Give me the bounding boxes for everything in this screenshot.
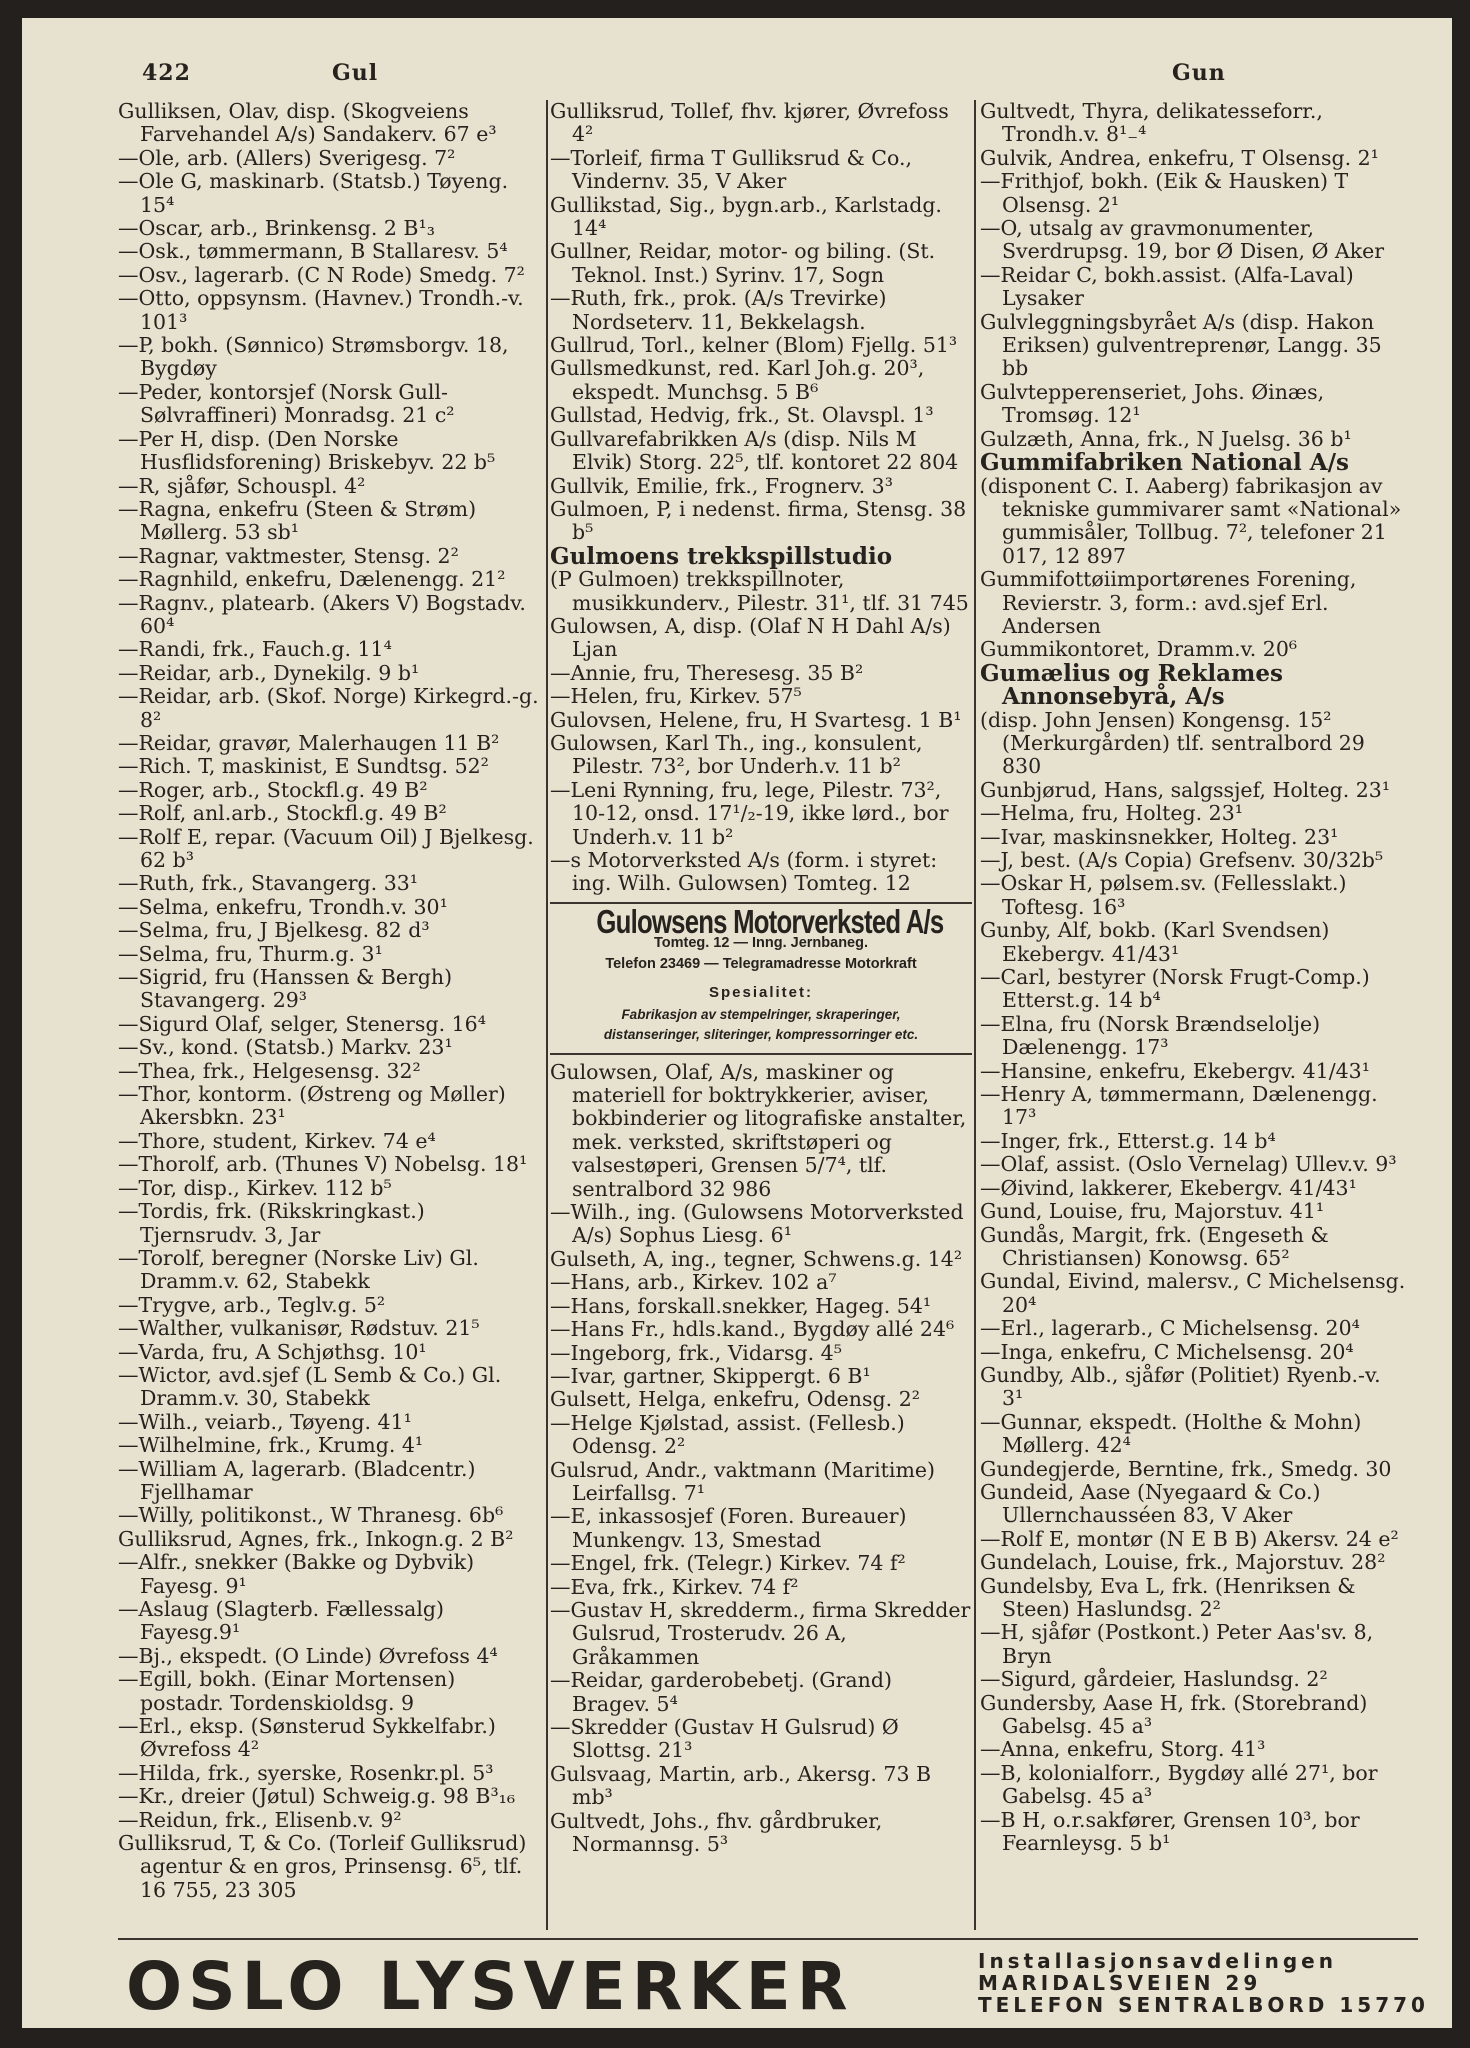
directory-entry: —Erl., lagerarb., C Michelsensg. 20⁴ — [980, 1316, 1360, 1341]
directory-entry: —Helge Kjølstad, assist. (Fellesb.) Odensg. 2² — [550, 1410, 905, 1459]
directory-entry: —Trygve, arb., Teglv.g. 5² — [118, 1292, 386, 1317]
directory-entry: —William A, lagerarb. (Bladcentr.) Fjellhamar — [118, 1456, 476, 1504]
directory-entry: —Randi, frk., Fauch.g. 11⁴ — [118, 637, 392, 662]
directory-entry: —Helen, fru, Kirkev. 57⁵ — [550, 684, 802, 709]
directory-entry: —Rolf E, montør (N E B B) Akersv. 24 e² — [980, 1526, 1399, 1551]
ad-products-1: Fabrikasjon av stempelringer, skraperinger, — [621, 1006, 901, 1022]
directory-entry: —Selma, fru, Thurm.g. 3¹ — [118, 941, 383, 966]
directory-entry: —Inga, enkefru, C Michelsensg. 20⁴ — [980, 1339, 1354, 1364]
directory-entry: Gundås, Margit, frk. (Engeseth & Christiansen) Konowsg. 65² — [980, 1222, 1329, 1270]
directory-entry: Gulvtepperenseriet, Johs. Øinæs, Tromsøg. 12¹ — [980, 379, 1325, 428]
directory-entry: (P Gulmoen) trekkspillnoter, musikkunderv., Pilestr. 31¹, tlf. 31 745 — [550, 567, 969, 615]
directory-entry: —Hans Fr., hdls.kand., Bygdøy allé 24⁶ — [550, 1317, 955, 1342]
directory-entry: —Otto, oppsynsm. (Havnev.) Trondh.-v. 101³ — [118, 286, 524, 334]
directory-entry: —Egill, bokh. (Einar Mortensen) postadr. Tordenskioldsg. 9 — [118, 1667, 456, 1715]
directory-entry: —Reidar C, bokh.assist. (Alfa-Laval) Lysaker — [980, 262, 1354, 311]
directory-entry: —Willy, politikonst., W Thranesg. 6b⁶ — [118, 1503, 504, 1528]
directory-entry: —Selma, enkefru, Trondh.v. 30¹ — [118, 894, 448, 919]
running-head-right: Gun — [1172, 60, 1226, 86]
directory-page — [22, 18, 1452, 2028]
column-divider — [546, 100, 548, 1930]
directory-entry: Gulvleggningsbyrået A/s (disp. Hakon Eriksen) gulventreprenør, Langg. 35 bb — [980, 309, 1382, 381]
directory-entry: —Roger, arb., Stockfl.g. 49 B² — [118, 777, 428, 802]
directory-entry: —Ruth, frk., prok. (A/s Trevirke) Nordseterv. 11, Bekkelagsh. — [550, 286, 887, 334]
ad-phone: Telefon 23469 — Telegramadresse Motorkraft — [605, 956, 917, 973]
directory-entry: —s Motorverksted A/s (form. i styret: ing. Wilh. Gulowsen) Tomteg. 12 — [550, 848, 938, 896]
directory-entry: —Hans, arb., Kirkev. 102 a⁷ — [550, 1270, 837, 1295]
directory-entry: —Skredder (Gustav H Gulsrud) Ø Slottsg. 21³ — [550, 1715, 899, 1763]
directory-entry: —Bj., ekspedt. (O Linde) Øvrefoss 4⁴ — [118, 1643, 498, 1668]
directory-entry: Gulzæth, Anna, frk., N Juelsg. 36 b¹ — [980, 426, 1352, 451]
directory-entry: —Helma, fru, Holteg. 23¹ — [980, 801, 1243, 826]
directory-entry: —Osk., tømmermann, B Stallaresv. 5⁴ — [118, 239, 508, 264]
directory-entry: —Ragnhild, enkefru, Dælenengg. 21² — [118, 567, 506, 592]
footer-phone: TELEFON SENTRALBORD 15770 — [978, 1993, 1429, 2017]
directory-entry: —Tordis, frk. (Rikskringkast.) Tjernsrudv. 3, Jar — [118, 1199, 425, 1247]
directory-entry: Gullvarefabrikken A/s (disp. Nils M Elvik) Storg. 22⁵, tlf. kontoret 22 804 — [550, 426, 959, 475]
directory-entry: —Walther, vulkanisør, Rødstuv. 21⁵ — [118, 1316, 480, 1341]
directory-entry: —Carl, bestyrer (Norsk Frugt-Comp.) Etterst.g. 14 b⁴ — [980, 965, 1370, 1013]
directory-entry: —E, inkassosjef (Foren. Bureauer) Munkengv. 13, Smestad — [550, 1504, 907, 1552]
directory-entry: Gummifabriken National A/s — [980, 449, 1349, 477]
directory-entry: —Tor, disp., Kirkev. 112 b⁵ — [118, 1175, 392, 1200]
directory-entry: —Elna, fru (Norsk Brændselolje) Dælenengg. 17³ — [980, 1011, 1321, 1060]
directory-entry: Gulvik, Andrea, enkefru, T Olsensg. 2¹ — [980, 145, 1379, 170]
directory-entry: Gullner, Reidar, motor- og biling. (St. Teknol. Inst.) Syrinv. 17, Sogn — [550, 239, 936, 287]
directory-entry: —Ivar, maskinsnekker, Holteg. 23¹ — [980, 824, 1339, 849]
directory-entry: —B H, o.r.sakfører, Grensen 10³, bor Fearnleysg. 5 b¹ — [980, 1807, 1360, 1856]
directory-entry: —Henry A, tømmermann, Dælenengg. 17³ — [980, 1082, 1378, 1130]
directory-entry: —Reidar, arb., Dynekilg. 9 b¹ — [118, 660, 420, 685]
directory-entry: Gullikstad, Sig., bygn.arb., Karlstadg. 14⁴ — [550, 192, 942, 241]
directory-entry: Gummifottøiimportørenes Forening, Revierstr. 3, form.: avd.sjef Erl. Andersen — [980, 567, 1357, 638]
directory-entry: —O, utsalg av gravmonumenter, Sverdrupsg. 19, bor Ø Disen, Ø Aker — [980, 216, 1385, 264]
running-head-left: Gul — [332, 60, 379, 86]
directory-entry: —Gustav H, skredderm., firma Skredder Gulsrud, Trosterudv. 26 A, Gråkammen — [550, 1597, 971, 1669]
directory-entry: —Kr., dreier (Jøtul) Schweig.g. 98 B³₁₆ — [118, 1784, 516, 1809]
directory-entry: —Annie, fru, Theresesg. 35 B² — [550, 660, 864, 685]
directory-entry: —Reidar, garderobebetj. (Grand) Bragev. 5⁴ — [550, 1668, 892, 1716]
directory-entry: Gundelach, Louise, frk., Majorstuv. 28² — [980, 1550, 1386, 1575]
footer-street: MARIDALSVEIEN 29 — [978, 1971, 1262, 1995]
directory-entry: —Ruth, frk., Stavangerg. 33¹ — [118, 871, 418, 896]
directory-entry: —P, bokh. (Sønnico) Strømsborgv. 18, Bygdøy — [118, 333, 509, 381]
ad-title: Gulowsens Motorverksted A/s — [596, 902, 944, 940]
directory-entry: —Wilh., veiarb., Tøyeng. 41¹ — [118, 1409, 412, 1434]
column-1 — [118, 100, 544, 1902]
directory-entry: —Ragnv., platearb. (Akers V) Bogstadv. 60⁴ — [118, 590, 526, 638]
directory-entry: —Aslaug (Slagterb. Fællessalg) Fayesg.9¹ — [118, 1597, 444, 1645]
directory-entry: Gulsett, Helga, enkefru, Odensg. 2² — [550, 1387, 920, 1412]
directory-entry: —Peder, kontorsjef (Norsk Gull-Sølvraffineri) Monradsg. 21 c² — [118, 379, 455, 428]
directory-entry: —Osv., lagerarb. (C N Rode) Smedg. 7² — [118, 262, 525, 287]
ad-address: Tomteg. 12 — Inng. Jernbaneg. — [653, 935, 869, 952]
directory-entry: Gullsmedkunst, red. Karl Joh.g. 20³, ekspedt. Munchsg. 5 B⁶ — [550, 356, 925, 404]
page-number: 422 — [142, 60, 191, 86]
directory-entry: Gundelsby, Eva L, frk. (Henriksen & Steen) Haslundsg. 2² — [980, 1573, 1356, 1621]
directory-entry: —J, best. (A/s Copia) Grefsenv. 30/32b⁵ — [980, 848, 1384, 872]
directory-entry: —Gunnar, ekspedt. (Holthe & Mohn) Møllerg. 42⁴ — [980, 1409, 1362, 1458]
directory-entry: —Olaf, assist. (Oslo Vernelag) Ullev.v. 9³ — [980, 1152, 1397, 1177]
directory-entry: —Oscar, arb., Brinkensg. 2 B¹₃ — [118, 216, 435, 241]
footer-company-name: OSLO LYSVERKER — [126, 1948, 854, 2025]
directory-entry: Gunby, Alf, bokb. (Karl Svendsen) Ekebergv. 41/43¹ — [980, 918, 1330, 966]
directory-entry: Gulliksrud, T, & Co. (Torleif Gulliksrud) agentur & en gros, Prinsensg. 6⁵, tlf. 16 755, 23 305 — [118, 1831, 527, 1902]
directory-entry: Gummikontoret, Dramm.v. 20⁶ — [980, 637, 1298, 662]
directory-entry: —Øivind, lakkerer, Ekebergv. 41/43¹ — [980, 1175, 1357, 1200]
directory-entry: —Torleif, firma T Gulliksrud & Co., Vindernv. 35, V Aker — [550, 145, 912, 194]
directory-entry: —Engel, frk. (Telegr.) Kirkev. 74 f² — [550, 1551, 906, 1576]
directory-entry: —Ingeborg, frk., Vidarsg. 4⁵ — [550, 1340, 842, 1365]
directory-entry: Gulowsen, A, disp. (Olaf N H Dahl A/s) Ljan — [550, 613, 951, 662]
directory-entry: Gulsrud, Andr., vaktmann (Maritime) Leirfallsg. 7¹ — [550, 1457, 936, 1505]
directory-entry: —Selma, fru, J Bjelkesg. 82 d³ — [118, 918, 430, 943]
directory-entry: —Wilhelmine, frk., Krumg. 4¹ — [118, 1433, 424, 1458]
directory-entry: —Thor, kontorm. (Østreng og Møller) Akersbkn. 23¹ — [118, 1082, 506, 1130]
footer-advertisement — [118, 1938, 1429, 2025]
directory-entry: Gund, Louise, fru, Majorstuv. 41¹ — [980, 1199, 1325, 1224]
directory-entry: —Frithjof, bokh. (Eik & Hausken) T Olsensg. 2¹ — [980, 169, 1349, 217]
directory-entry: —Ragnar, vaktmester, Stensg. 2² — [118, 543, 459, 568]
directory-entry: —Rolf E, repar. (Vacuum Oil) J Bjelkesg. 62 b³ — [118, 824, 534, 872]
directory-entry: Gulowsen, Olaf, A/s, maskiner og materiell for boktrykkerier, aviser, bokbinderier og litografiske anstalter, mek. verksted, skriftstøperi og valsestøperi, Grensen 5/7⁴, tlf. sentralbord 32 986 — [550, 1059, 967, 1201]
directory-entry: —Ragna, enkefru (Steen & Strøm) Møllerg. 53 sb¹ — [118, 496, 477, 545]
directory-entry: (disponent C. I. Aaberg) fabrikasjon av tekniske gummivarer samt «National» gummisåler, Tollbug. 7², telefoner 21 017, 12 897 — [980, 473, 1402, 568]
directory-entry: —Sigrid, fru (Hanssen & Bergh) Stavangerg. 29³ — [118, 965, 453, 1013]
column-2-entries-top — [550, 100, 972, 896]
directory-entry: Gundby, Alb., sjåfør (Politiet) Ryenb.-v. 3¹ — [980, 1362, 1381, 1411]
directory-entry: Gunbjørud, Hans, salgssjef, Holteg. 23¹ — [980, 777, 1391, 802]
directory-entry: —Varda, fru, A Schjøthsg. 10¹ — [118, 1339, 427, 1364]
directory-entry: —Reidar, arb. (Skof. Norge) Kirkegrd.-g. 8² — [118, 684, 539, 732]
directory-entry: —Oskar H, pølsem.sv. (Fellesslakt.) Toftesg. 16³ — [980, 871, 1347, 919]
directory-entry: Gullrud, Torl., kelner (Blom) Fjellg. 51³ — [550, 333, 958, 358]
directory-entry: —Sigurd, gårdeier, Haslundsg. 2² — [980, 1667, 1328, 1692]
directory-entry: —Thore, student, Kirkev. 74 e⁴ — [118, 1128, 436, 1153]
directory-entry: Gundal, Eivind, malersv., C Michelsensg. 20⁴ — [980, 1269, 1406, 1317]
directory-entry: —B, kolonialforr., Bygdøy allé 27¹, bor Gabelsg. 45 a³ — [980, 1760, 1378, 1809]
directory-entry: (disp. John Jensen) Kongensg. 15² (Merkurgården) tlf. sentralbord 29 830 — [980, 707, 1365, 779]
directory-entry: —Alfr., snekker (Bakke og Dybvik) Fayesg. 9¹ — [118, 1550, 475, 1598]
directory-entry: Gultvedt, Johs., fhv. gårdbruker, Normannsg. 5³ — [550, 1808, 883, 1857]
motorverksted-advertisement — [550, 902, 972, 1055]
directory-entry: —Ivar, gartner, Skippergt. 6 B¹ — [550, 1363, 871, 1388]
directory-entry: Gulmoen, P, i nedenst. firma, Stensg. 38 b⁵ — [550, 496, 967, 545]
footer-address-block — [978, 1950, 1429, 2016]
directory-entry: Gulowsen, Karl Th., ing., konsulent, Pilestr. 73², bor Underh.v. 11 b² — [550, 730, 923, 779]
directory-entry: Gundegjerde, Berntine, frk., Smedg. 30 — [980, 1456, 1392, 1481]
column-divider — [974, 100, 976, 1930]
directory-entry: —Rolf, anl.arb., Stockfl.g. 49 B² — [118, 801, 447, 826]
ad-products-2: distanseringer, sliteringer, kompressorringer etc. — [603, 1026, 919, 1042]
directory-entry: —R, sjåfør, Schouspl. 4² — [118, 473, 366, 498]
directory-entry: —Eva, frk., Kirkev. 74 f² — [550, 1574, 799, 1599]
directory-entry: —Thorolf, arb. (Thunes V) Nobelsg. 18¹ — [118, 1152, 528, 1177]
directory-entry: —Rich. T, maskinist, E Sundtsg. 52² — [118, 754, 489, 779]
directory-entry: —Hilda, frk., syerske, Rosenkr.pl. 5³ — [118, 1760, 494, 1785]
directory-entry: —Per H, disp. (Den Norske Husflidsforening) Briskebyv. 22 b⁵ — [118, 426, 496, 475]
column-2-entries-bottom — [550, 1061, 972, 1857]
directory-entry: —Sigurd Olaf, selger, Stenersg. 16⁴ — [118, 1011, 486, 1036]
directory-entry: Gulsvaag, Martin, arb., Akersg. 73 B mb³ — [550, 1761, 932, 1810]
directory-entry: —Hans, forskall.snekker, Hageg. 54¹ — [550, 1293, 932, 1318]
directory-entry: —Reidun, frk., Elisenb.v. 9² — [118, 1807, 402, 1832]
directory-entry: Gundeid, Aase (Nyegaard & Co.) Ullernchausséen 83, V Aker — [980, 1479, 1321, 1528]
directory-entry: Gumælius og Reklames Annonsebyrå, A/s — [980, 659, 1283, 711]
directory-entry: —Sv., kond. (Statsb.) Markv. 23¹ — [118, 1035, 453, 1060]
directory-entry: Gundersby, Aase H, frk. (Storebrand) Gabelsg. 45 a³ — [980, 1690, 1368, 1739]
directory-entry: Gulliksrud, Tollef, fhv. kjører, Øvrefoss 4² — [550, 99, 949, 147]
column-2 — [550, 100, 972, 1856]
directory-entry: —Leni Rynning, fru, lege, Pilestr. 73², 10-12, onsd. 17¹/₂-19, ikke lørd., bor Underh.v. 11 b² — [550, 777, 949, 849]
directory-entry: —Thea, frk., Helgesensg. 32² — [118, 1058, 421, 1083]
directory-entry: Gulliksen, Olav, disp. (Skogveiens Farvehandel A/s) Sandakerv. 67 e³ — [118, 99, 497, 147]
directory-entry: —Anna, enkefru, Storg. 41³ — [980, 1737, 1266, 1762]
directory-entry: —Ole G, maskinarb. (Statsb.) Tøyeng. 15⁴ — [118, 169, 509, 217]
ad-heading: Spesialitet: — [708, 984, 814, 1002]
directory-entry: Gultvedt, Thyra, delikatesseforr., Trondh.v. 8¹₋⁴ — [980, 99, 1323, 147]
directory-entry: —Reidar, gravør, Malerhaugen 11 B² — [118, 730, 500, 755]
directory-entry: —Torolf, beregner (Norske Liv) Gl. Dramm.v. 62, Stabekk — [118, 1245, 479, 1294]
directory-entry: —Hansine, enkefru, Ekebergv. 41/43¹ — [980, 1058, 1370, 1083]
directory-entry: —Wilh., ing. (Gulowsens Motorverksted A/s) Sophus Liesg. 6¹ — [550, 1200, 964, 1248]
directory-entry: —Erl., eksp. (Sønsterud Sykkelfabr.) Øvrefoss 4² — [118, 1714, 496, 1762]
directory-entry: —Wictor, avd.sjef (L Semb & Co.) Gl. Dramm.v. 30, Stabekk — [118, 1362, 502, 1411]
directory-entry: —H, sjåfør (Postkont.) Peter Aas'sv. 8, Bryn — [980, 1620, 1374, 1668]
directory-entry: Gullvik, Emilie, frk., Frognerv. 3³ — [550, 473, 893, 498]
directory-entry: Gulovsen, Helene, fru, H Svartesg. 1 B¹ — [550, 707, 962, 732]
directory-entry: Gulmoens trekkspillstudio — [550, 542, 893, 570]
directory-entry: —Ole, arb. (Allers) Sverigesg. 7² — [118, 145, 456, 170]
directory-entry: Gulseth, A, ing., tegner, Schwens.g. 14² — [550, 1246, 963, 1271]
directory-entry: —Inger, frk., Etterst.g. 14 b⁴ — [980, 1128, 1276, 1153]
column-3 — [980, 100, 1408, 1855]
directory-entry: Gullstad, Hedvig, frk., St. Olavspl. 1³ — [550, 403, 934, 428]
directory-entry: Gulliksrud, Agnes, frk., Inkogn.g. 2 B² — [118, 1526, 514, 1551]
footer-department: Installasjonsavdelingen — [978, 1949, 1337, 1973]
